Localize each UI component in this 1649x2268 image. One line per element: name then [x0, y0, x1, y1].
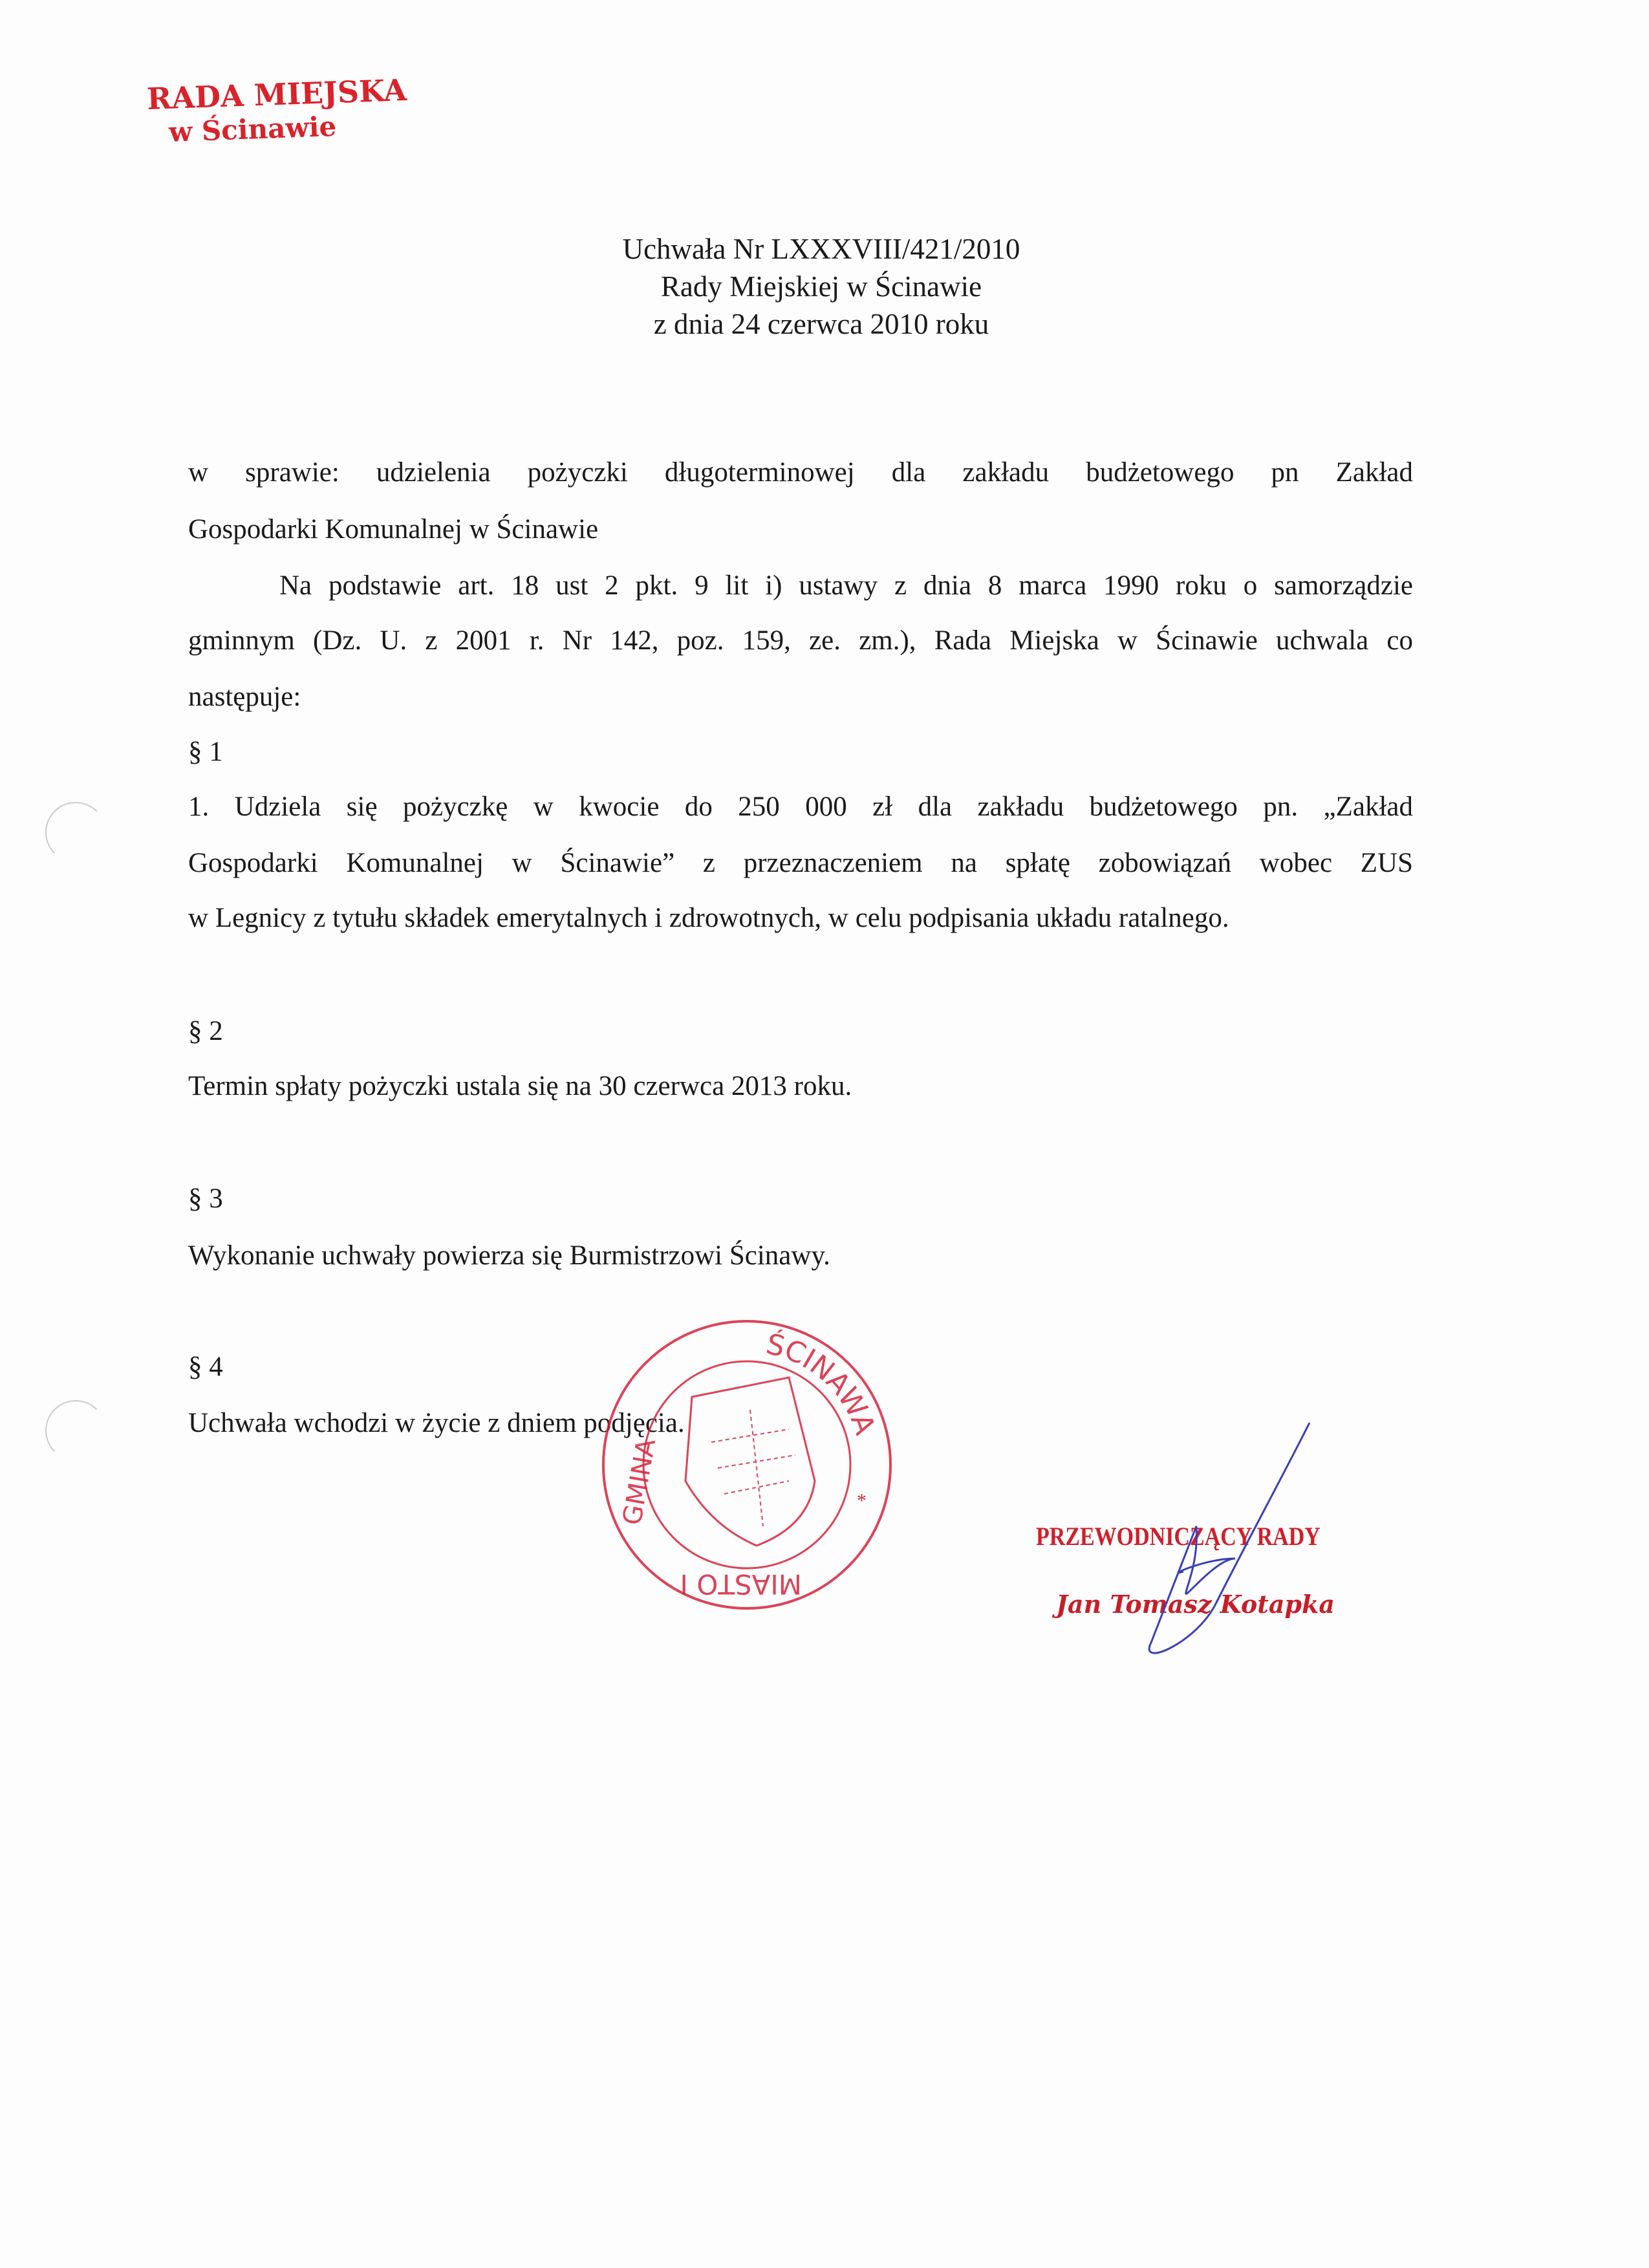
section-3-heading: § 3	[188, 1183, 223, 1214]
section-1-heading: § 1	[188, 737, 223, 767]
section-2-heading: § 2	[188, 1016, 223, 1046]
resolution-date: z dnia 24 czerwca 2010 roku	[653, 308, 989, 340]
section-3-text: Wykonanie uchwały powierza się Burmistrzowi Ścinawy.	[188, 1240, 830, 1271]
stamp-line-1: RADA MIEJSKA	[146, 72, 407, 117]
subject-line: w sprawie: udzielenia pożyczki długoterminowej dla zakładu budżetowego pn Zakład	[188, 457, 1413, 488]
resolution-title: Uchwała Nr LXXXVIII/421/2010	[622, 233, 1020, 265]
stamp-line-2: w Ścinawie	[168, 110, 337, 148]
handwritten-signature	[1093, 1410, 1339, 1669]
section-1-text: 1. Udziela się pożyczkę w kwocie do 250 000 zł dla zakładu budżetowego pn. „Zakład	[188, 792, 1413, 822]
section-4-text: Uchwała wchodzi w życie z dniem podjęcia.	[188, 1408, 685, 1438]
subject-line: Gospodarki Komunalnej w Ścinawie	[188, 514, 599, 545]
section-1-text: Gospodarki Komunalnej w Ścinawie” z przeznaczeniem na spłatę zobowiązań wobec ZUS	[188, 848, 1413, 878]
signatory-title: PRZEWODNICZĄCY RADY	[1036, 1522, 1320, 1551]
signatory-name: Jan Tomasz Kotapka	[1056, 1590, 1335, 1619]
legal-basis-line: Na podstawie art. 18 ust 2 pkt. 9 lit i) ustawy z dnia 8 marca 1990 roku o samorządzie	[279, 570, 1413, 601]
section-4-heading: § 4	[188, 1352, 223, 1382]
legal-basis-line: gminnym (Dz. U. z 2001 r. Nr 142, poz. 159, ze. zm.), Rada Miejska w Ścinawie uchwala co	[188, 625, 1413, 656]
council-header-stamp	[146, 72, 408, 149]
punch-hole-mark	[45, 1400, 106, 1461]
punch-hole-mark	[45, 802, 106, 863]
resolution-issuer: Rady Miejskiej w Ścinawie	[660, 270, 982, 303]
official-seal	[595, 1313, 899, 1617]
seal-star-icon: *	[857, 1490, 867, 1511]
legal-basis-line: następuje:	[188, 682, 301, 712]
section-2-text: Termin spłaty pożyczki ustala się na 30 czerwca 2013 roku.	[188, 1071, 852, 1101]
section-1-text: w Legnicy z tytułu składek emerytalnych i zdrowotnych, w celu podpisania układu ratalnego.	[188, 903, 1229, 933]
seal-bottom-text: MIASTO I	[680, 1568, 802, 1600]
seal-left-text: GMINA	[617, 1436, 662, 1528]
seal-top-text: ŚCINAWA	[762, 1327, 881, 1440]
